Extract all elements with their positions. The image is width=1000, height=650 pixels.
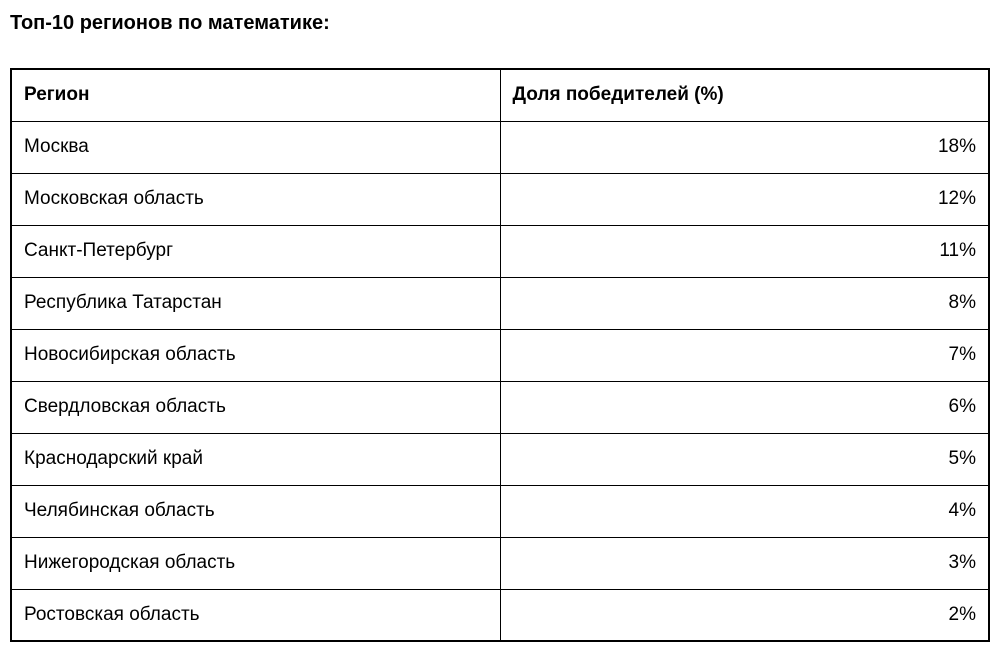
share-cell: 6% <box>500 381 989 433</box>
table-row <box>11 485 989 537</box>
table-row <box>11 537 989 589</box>
region-cell: Краснодарский край <box>11 433 500 485</box>
table-row <box>11 433 989 485</box>
share-cell: 18% <box>500 121 989 173</box>
share-cell: 4% <box>500 485 989 537</box>
region-cell: Московская область <box>11 173 500 225</box>
share-cell: 5% <box>500 433 989 485</box>
column-header-region: Регион <box>11 69 500 121</box>
table-row <box>11 589 989 641</box>
table-row <box>11 381 989 433</box>
table-header-row <box>11 69 989 121</box>
share-cell: 2% <box>500 589 989 641</box>
region-cell: Нижегородская область <box>11 537 500 589</box>
share-cell: 8% <box>500 277 989 329</box>
region-cell: Свердловская область <box>11 381 500 433</box>
table-row <box>11 121 989 173</box>
region-cell: Новосибирская область <box>11 329 500 381</box>
region-cell: Санкт-Петербург <box>11 225 500 277</box>
top10-regions-math-table <box>10 68 990 642</box>
share-cell: 12% <box>500 173 989 225</box>
share-cell: 7% <box>500 329 989 381</box>
region-cell: Челябинская область <box>11 485 500 537</box>
table-row <box>11 277 989 329</box>
region-cell: Ростовская область <box>11 589 500 641</box>
share-cell: 11% <box>500 225 989 277</box>
page-title: Топ-10 регионов по математике: <box>10 12 330 34</box>
column-header-share: Доля победителей (%) <box>500 69 989 121</box>
table-row <box>11 329 989 381</box>
region-cell: Москва <box>11 121 500 173</box>
table-row <box>11 225 989 277</box>
share-cell: 3% <box>500 537 989 589</box>
table-body <box>11 121 989 641</box>
region-cell: Республика Татарстан <box>11 277 500 329</box>
table-row <box>11 173 989 225</box>
